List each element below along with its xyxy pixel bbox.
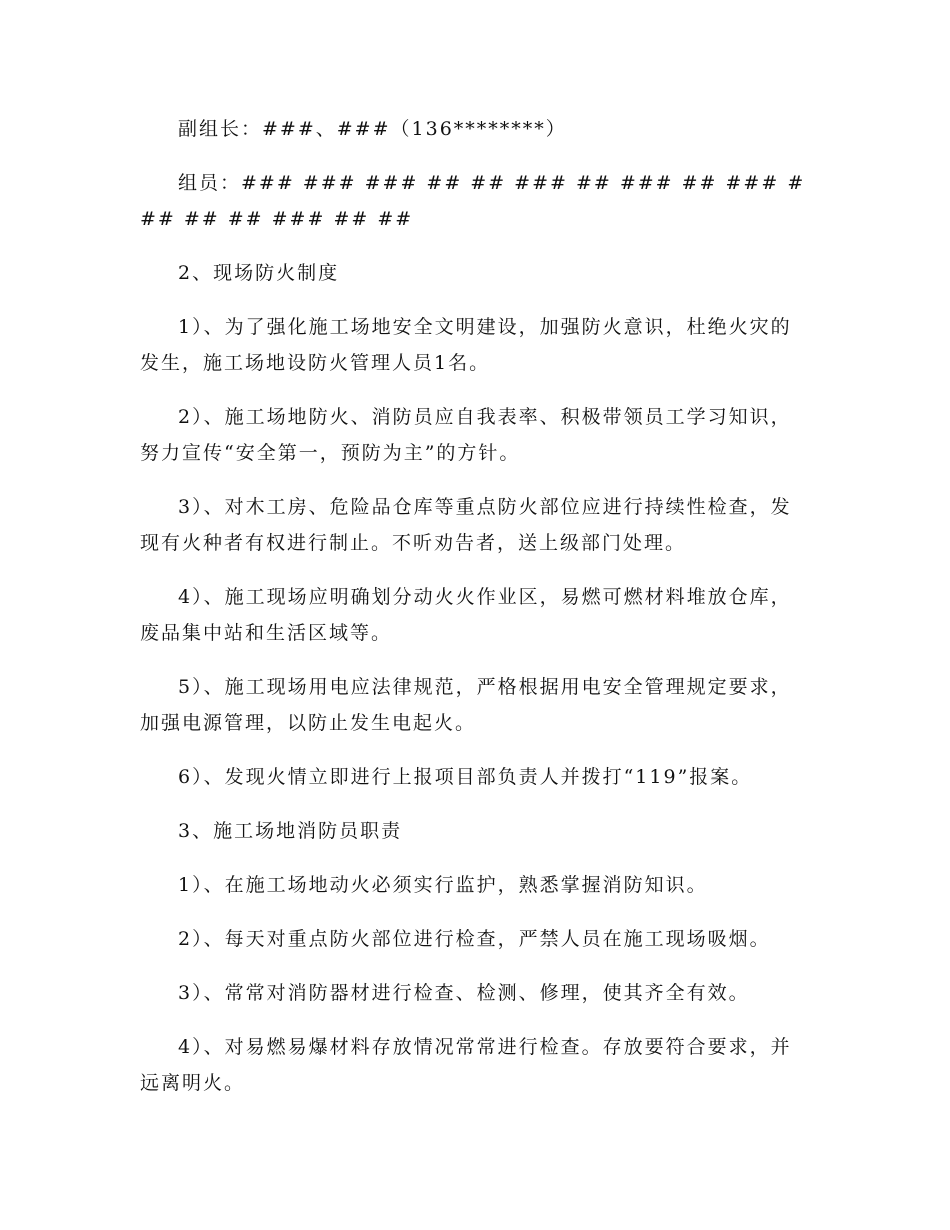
list-item: 2）、每天对重点防火部位进行检查，严禁人员在施工现场吸烟。 [178, 928, 771, 950]
list-item: 1）、为了强化施工场地安全文明建设，加强防火意识，杜绝火灾的发生，施工场地设防火管理人员1名。 [140, 316, 792, 374]
section-heading: 2、现场防火制度 [178, 262, 340, 284]
list-item: 3）、常常对消防器材进行检查、检测、修理，使其齐全有效。 [178, 982, 750, 1004]
deputy-leader-line: 副组长：###、###（136********） [178, 118, 567, 140]
section-heading: 3、施工场地消防员职责 [178, 820, 403, 842]
list-item: 3）、对木工房、危险品仓库等重点防火部位应进行持续性检查，发现有火种者有权进行制止。不听劝告者，送上级部门处理。 [140, 496, 792, 554]
list-item: 4）、施工现场应明确划分动火火作业区，易燃可燃材料堆放仓库，废品集中站和生活区域等。 [140, 586, 792, 644]
list-item: 4）、对易燃易爆材料存放情况常常进行检查。存放要符合要求，并远离明火。 [140, 1036, 792, 1094]
list-item: 6）、发现火情立即进行上报项目部负责人并拨打“119”报案。 [178, 766, 753, 788]
list-item: 1）、在施工场地动火必须实行监护，熟悉掌握消防知识。 [178, 874, 708, 896]
list-item: 5）、施工现场用电应法律规范，严格根据用电安全管理规定要求，加强电源管理，以防止发生电起火。 [140, 676, 792, 734]
members-line: 组员：### ### ### ## ## ### ## ### ## ### ### ## ## ### ## ## [140, 172, 806, 230]
list-item: 2）、施工场地防火、消防员应自我表率、积极带领员工学习知识，努力宣传“安全第一，预防为主”的方针。 [140, 406, 792, 464]
